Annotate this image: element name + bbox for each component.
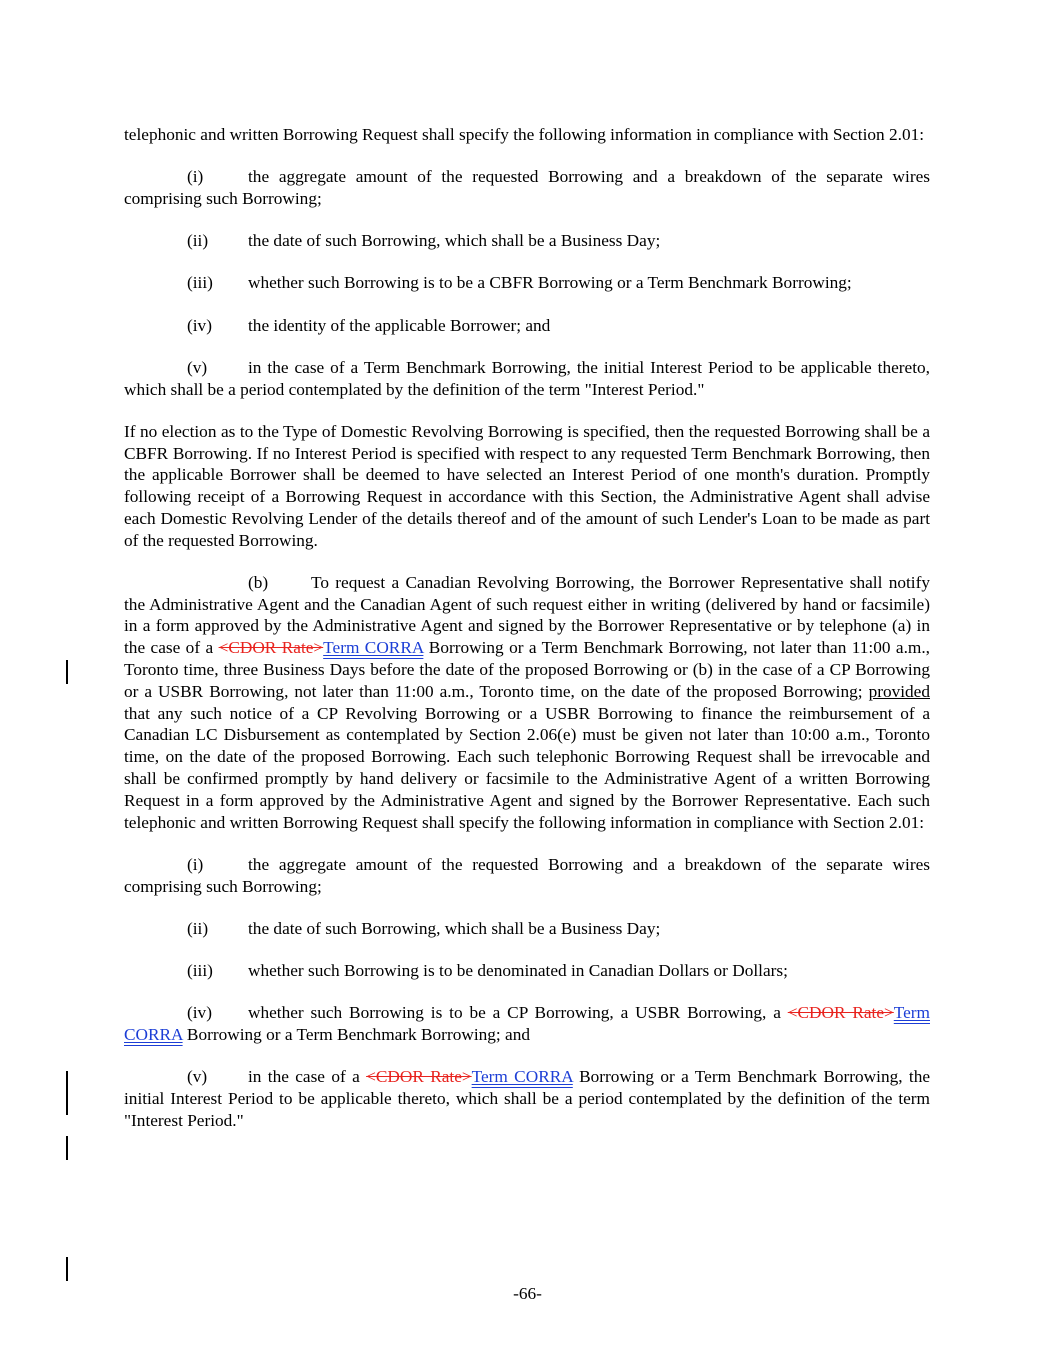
list-item: (i) the aggregate amount of the requested Borrowing and a breakdown of the separate wires comprising such Borrowing;	[124, 854, 930, 896]
list-item: (iv) whether such Borrowing is to be a CP Borrowing, a USBR Borrowing, a <CDOR Rate>Term CORRA Borrowing or a Term Benchmark Borrowing; and	[124, 1003, 930, 1044]
intro-paragraph: telephonic and written Borrowing Request shall specify the following information in compliance with Section 2.01:	[124, 125, 925, 144]
deleted-text: <CDOR Rate>	[218, 638, 324, 658]
change-bar	[66, 1136, 68, 1160]
inserted-text: Term CORRA	[471, 1067, 573, 1087]
change-bar	[66, 1071, 68, 1115]
deleted-text: <CDOR Rate>	[366, 1067, 472, 1087]
deleted-text: <CDOR Rate>	[787, 1003, 894, 1023]
list-item: (ii) the date of such Borrowing, which shall be a Business Day;	[187, 231, 661, 251]
change-bar	[66, 1257, 68, 1281]
inserted-text: Term CORRA	[124, 1003, 930, 1044]
page-number: -66-	[513, 1284, 542, 1303]
list-item: (ii) the date of such Borrowing, which shall be a Business Day;	[187, 918, 661, 938]
inserted-text: Term CORRA	[323, 638, 424, 658]
no-election-paragraph: If no election as to the Type of Domestic Revolving Borrowing is specified, then the requested Borrowing shall be a CBFR Borrowing. If no Interest Period is specified with respect to any requested Term Benchmark Borrowing, then the applicable Borrower shall be deemed to have selected an Interest Period of one month's duration. Promptly following receipt of a Borrowing Request in accordance with this Section, the Administrative Agent shall advise each Domestic Revolving Lender of the details thereof and of the amount of such Lender's Loan to be made as part of the requested Borrowing.	[124, 421, 930, 550]
list-item: (iii) whether such Borrowing is to be a CBFR Borrowing or a Term Benchmark Borrowing;	[187, 273, 852, 293]
list-item: (iv) the identity of the applicable Borrower; and	[187, 315, 551, 335]
provided-term: provided	[868, 681, 930, 701]
list-item: (v) in the case of a <CDOR Rate>Term CORRA Borrowing or a Term Benchmark Borrowing, the initial Interest Period to be applicable thereto, which shall be a period contemplated by the definition of the term "Interest Period."	[124, 1067, 931, 1130]
section-b-paragraph: (b) To request a Canadian Revolving Borrowing, the Borrower Representative shall notify the Administrative Agent and the Canadian Agent of such request either in writing (delivered by hand or facsimile) in a form approved by the Administrative Agent and signed by the Borrower Representative or by telephone (a) in the case of a <CDOR Rate>Term CORRA Borrowing or a Term Benchmark Borrowing, not later than 11:00 a.m., Toronto time, three Business Days before the date of the proposed Borrowing or (b) in the case of a CP Borrowing or a USBR Borrowing, not later than 11:00 a.m., Toronto time, on the date of the proposed Borrowing; provided that any such notice of a CP Revolving Borrowing or a USBR Borrowing to finance the reimbursement of a Canadian LC Disbursement as contemplated by Section 2.06(e) must be given not later than 10:00 a.m., Toronto time, on the date of the proposed Borrowing. Each such telephonic Borrowing Request shall be irrevocable and shall be confirmed promptly by hand delivery or facsimile to the Administrative Agent of a written Borrowing Request in a form approved by the Administrative Agent and signed by the Borrower Representative. Each such telephonic and written Borrowing Request shall specify the following information in compliance with Section 2.01:	[124, 572, 930, 832]
document-page	[124, 124, 930, 1152]
change-bar	[66, 660, 68, 684]
list-item: (v) in the case of a Term Benchmark Borrowing, the initial Interest Period to be applicable thereto, which shall be a period contemplated by the definition of the term "Interest Period."	[124, 357, 930, 399]
list-item: (iii) whether such Borrowing is to be denominated in Canadian Dollars or Dollars;	[187, 961, 788, 981]
list-item: (i) the aggregate amount of the requested Borrowing and a breakdown of the separate wires comprising such Borrowing;	[124, 167, 930, 208]
